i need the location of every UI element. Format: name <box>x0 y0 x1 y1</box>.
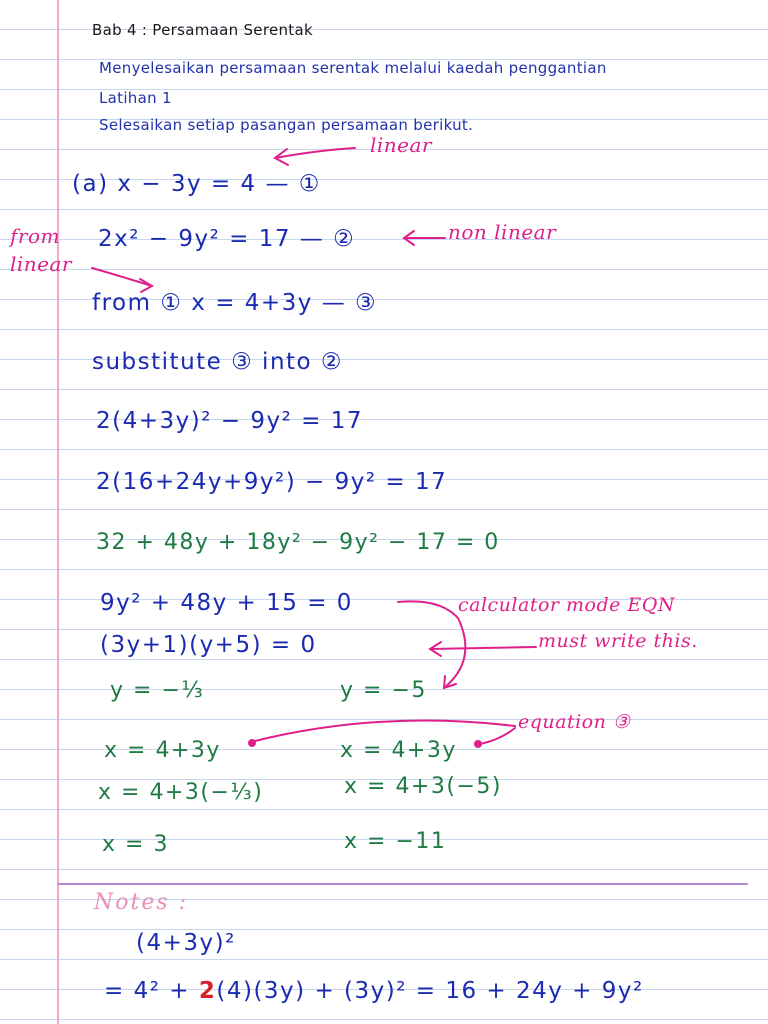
x-substitution-left: x = 4+3y <box>104 738 221 763</box>
substitute-step: substitute ③ into ② <box>92 349 344 375</box>
chapter-title: Bab 4 : Persamaan Serentak <box>92 21 313 39</box>
working-line-1: 2(4+3y)² − 9y² = 17 <box>96 408 363 434</box>
factorised-line: (3y+1)(y+5) = 0 <box>100 632 317 658</box>
annotation-from-linear: from linear <box>10 224 72 276</box>
arrow-dot-right <box>474 740 482 748</box>
notes-divider <box>58 883 748 885</box>
annotation-equation-ref: equation ③ <box>518 711 631 733</box>
notes-title: Notes : <box>94 890 189 915</box>
arrow-equation-right <box>480 728 515 744</box>
x-substitution-right: x = 4+3y <box>340 738 457 763</box>
arrowhead-calculator <box>444 676 456 688</box>
expansion-highlight: 2 <box>198 978 217 1004</box>
x-calculation-left: x = 4+3(−⅓) <box>98 780 264 805</box>
y-solution-2: y = −5 <box>340 678 427 703</box>
expansion-end: (4)(3y) + (3y)² = 16 + 24y + 9y² <box>216 978 644 1004</box>
arrow-dot-left <box>248 739 256 747</box>
instruction-text: Selesaikan setiap pasangan persamaan berikut. <box>99 116 474 134</box>
arrowhead-non-linear <box>404 231 414 245</box>
equation-1: (a) x − 3y = 4 — ① <box>72 171 321 197</box>
annotation-non-linear: non linear <box>448 220 557 244</box>
equation-2: 2x² − 9y² = 17 — ② <box>98 226 356 252</box>
lesson-subtitle: Menyelesaikan persamaan serentak melalui kaedah penggantian <box>99 59 607 77</box>
annotation-calculator: calculator mode EQN <box>458 594 675 616</box>
annotation-linear: linear <box>370 133 432 157</box>
exercise-label: Latihan 1 <box>99 89 172 107</box>
equation-3-from-1: from ① x = 4+3y — ③ <box>92 290 378 316</box>
expansion-start: = 4² + <box>104 978 199 1004</box>
working-line-2: 2(16+24y+9y²) − 9y² = 17 <box>96 469 448 495</box>
annotation-must-write: must write this. <box>538 630 698 652</box>
arrow-linear <box>275 148 355 158</box>
notes-expansion <box>104 978 644 1004</box>
x-answer-right: x = −11 <box>344 829 447 854</box>
arrow-calculator <box>398 601 465 688</box>
y-solution-1: y = −⅓ <box>110 678 205 703</box>
arrowhead-linear <box>275 149 288 165</box>
notes-expression: (4+3y)² <box>136 930 236 956</box>
working-line-4: 9y² + 48y + 15 = 0 <box>100 590 353 616</box>
x-calculation-right: x = 4+3(−5) <box>344 774 502 799</box>
arrowhead-must-write <box>430 642 441 656</box>
working-line-3: 32 + 48y + 18y² − 9y² − 17 = 0 <box>96 530 500 555</box>
x-answer-left: x = 3 <box>102 832 169 857</box>
arrow-must-write <box>430 647 536 649</box>
